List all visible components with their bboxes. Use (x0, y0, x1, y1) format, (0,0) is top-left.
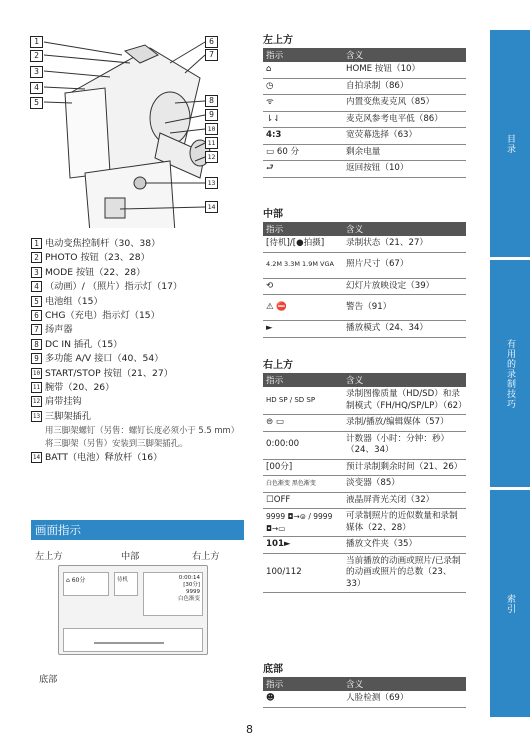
lcd-top-right-box: 0:00:14 [30分] 9999 白色渐变 (143, 572, 203, 616)
lcd-progress-bar (94, 642, 164, 644)
slideshow-icon: ⟲ (263, 278, 343, 295)
media-icon: ⊜ ▭ (263, 415, 343, 432)
lcd-top-left-box: ⌂ 60分 (63, 572, 109, 596)
tab-toc[interactable]: 目录 (490, 30, 530, 260)
section-title: 右上方 (263, 360, 293, 371)
tripod-note: 用三脚架螺钉（另售：螺钉长度必须小于 5.5 mm）将三脚架（另售）安装到三脚架插孔。 (45, 425, 240, 448)
table-row: 4.2M 3.3M 1.9M VGA 照片尺寸（67） (263, 252, 466, 278)
callout-2: 2 (30, 50, 43, 62)
home-icon: ⌂ (263, 62, 343, 78)
battery-icon: ▭ 60 分 (263, 144, 343, 161)
list-item: 10 START/STOP 按钮（21、27） (32, 367, 173, 379)
mic-level-icon: ⇂⇃ (263, 111, 343, 128)
table-row: ⚠ ⛔ 警告（91） (263, 295, 466, 321)
table-row: HD SP / SD SP 录制图像质量（HD/SD）和录制模式（FH/HQ/SP/LP）（62） (263, 387, 466, 415)
callout-6: 6 (205, 36, 218, 48)
table-row: ► 播放模式（24、34） (263, 321, 466, 338)
table-row: 100/112 当前播放的动画或照片/已录制的动画或照片的总数（23、33） (263, 553, 466, 593)
list-item: 14 BATT（电池）释放杆（16） (32, 452, 163, 464)
callout-9: 9 (205, 109, 218, 121)
parts-list (31, 237, 246, 466)
callout-12: 12 (205, 151, 218, 163)
self-timer-icon: ◷ (263, 78, 343, 95)
table-row: ⌂ HOME 按钮（10） (263, 62, 466, 78)
table-row: 4:3 宽荧幕选择（63） (263, 128, 466, 145)
table-row: ⊜ ▭ 录制/播放/编辑媒体（57） (263, 415, 466, 432)
table-row: ⇂⇃ 麦克风参考电平低（86） (263, 111, 466, 128)
table-row: ☐OFF 液晶屏背光关闭（32） (263, 492, 466, 509)
face-detect-icon: ☻ (263, 691, 343, 707)
callout-11: 11 (205, 137, 218, 149)
folder-icon: 101► (263, 537, 343, 554)
list-item: 1 电动变焦控制杆（30、38） (31, 237, 246, 251)
callout-7: 7 (205, 49, 218, 61)
photo-count-icon: 9999 ◘→⊜ / 9999 ◘→▭ (263, 509, 343, 537)
list-item: 9 多功能 A/V 接口（40、54） (31, 352, 246, 366)
table-row: ☻ 人脸检测（69） (263, 691, 466, 707)
table-row: 白色渐变 黑色渐变 淡变器（85） (263, 476, 466, 493)
callout-14: 14 (205, 201, 218, 213)
lcd-bottom-box (63, 628, 203, 652)
lcd-screen-diagram (58, 565, 208, 655)
return-icon: ⮐ (263, 161, 343, 178)
table-row: 101► 播放文件夹（35） (263, 537, 466, 554)
tab-tips[interactable]: 有用的录制技巧 (490, 260, 530, 490)
fader-icon: 白色渐变 黑色渐变 (263, 476, 343, 493)
list-item: 11 腕带（20、26） (32, 382, 115, 394)
table-row: ◷ 自拍录制（86） (263, 78, 466, 95)
section-title: 左上方 (263, 35, 293, 46)
callout-10: 10 (205, 123, 218, 135)
table-row: 0:00:00 计数器（小时：分钟：秒）（24、34） (263, 431, 466, 459)
label-top-left: 左上方 (35, 551, 63, 562)
callout-8: 8 (205, 95, 218, 107)
indicator-table: 指示 含义 [待机]/[●拍摄] 录制状态（21、27） 4.2M 3.3M 1.9M VGA 照片尺寸（67） ⟲ 幻灯片放映设定（39） ⚠ ⛔ 警告（91） ► 播放模式（24、34） (263, 222, 466, 338)
home-icon: ⌂ (66, 577, 70, 584)
table-row: ᯤ 内置变焦麦克风（85） (263, 95, 466, 112)
callout-3: 3 (30, 66, 43, 78)
section-title: 中部 (263, 209, 283, 220)
camcorder-illustration (30, 33, 220, 228)
quality-icon: HD SP / SD SP (263, 387, 343, 415)
list-item: 13 三脚架插孔 (32, 410, 91, 422)
table-row: ⟲ 幻灯片放映设定（39） (263, 278, 466, 295)
section-title: 底部 (263, 664, 283, 675)
indicator-table: 指示 含义 HD SP / SD SP 录制图像质量（HD/SD）和录制模式（FH/HQ/SP/LP）（62） ⊜ ▭ 录制/播放/编辑媒体（57） 0:00:00 计数器（小时：分钟：秒）（24、34） [00分] 预计录制剩余时间（21、26） 白色渐变 黑色渐变 淡变器（85） ☐OFF 液晶屏背光关闭（32） 9999 ◘→⊜ / 9999 ◘→▭ 可录制照片的近似数量和录制媒体（22、28） 101► 播放文件夹（35） 100/112 当前播放的动画或照片/已录制的动画或照片的总数（23、33） (263, 373, 466, 593)
play-icon: ► (263, 321, 343, 338)
table-row: [00分] 预计录制剩余时间（21、26） (263, 459, 466, 476)
list-item: 6 CHG（充电）指示灯（15） (31, 309, 246, 323)
lcd-center-box: 待机 (114, 572, 138, 596)
indicator-table: 指示 含义 ☻ 人脸检测（69） (263, 677, 466, 708)
page-number: 8 (246, 723, 253, 736)
section-middle (263, 205, 466, 338)
label-top-right: 右上方 (192, 551, 220, 562)
table-row: 9999 ◘→⊜ / 9999 ◘→▭ 可录制照片的近似数量和录制媒体（22、28） (263, 509, 466, 537)
list-item: 12 肩带挂钩 (32, 396, 82, 408)
backlight-off-icon: ☐OFF (263, 492, 343, 509)
list-item: 8 DC IN 插孔（15） (31, 338, 246, 352)
mic-icon: ᯤ (263, 95, 343, 112)
callout-13: 13 (205, 177, 218, 189)
list-item: 3 MODE 按钮（22、28） (31, 266, 246, 280)
photo-size-icon: 4.2M 3.3M 1.9M VGA (263, 252, 343, 278)
callout-5: 5 (30, 97, 43, 109)
screen-indicators-title: 画面指示 (31, 520, 244, 540)
section-top-left (263, 31, 466, 178)
warning-icon: ⚠ ⛔ (263, 295, 343, 321)
tab-index[interactable]: 索引 (490, 490, 530, 720)
label-bottom: 底部 (39, 674, 58, 685)
label-center: 中部 (121, 551, 140, 562)
list-item: 4 （动画）/ （照片）指示灯（17） (31, 280, 246, 294)
aspect-icon: 4:3 (263, 128, 343, 145)
table-row: ▭ 60 分 剩余电量 (263, 144, 466, 161)
table-row: [待机]/[●拍摄] 录制状态（21、27） (263, 236, 466, 252)
section-top-right (263, 356, 466, 593)
list-item: 5 电池组（15） (31, 295, 246, 309)
callout-4: 4 (30, 82, 43, 94)
list-item: 7 扬声器 (31, 323, 246, 337)
table-row: ⮐ 返回按钮（10） (263, 161, 466, 178)
callout-1: 1 (30, 36, 43, 48)
camcorder-drawing (30, 33, 220, 228)
list-item: 2 PHOTO 按钮（23、28） (31, 251, 246, 265)
indicator-table: 指示 含义 ⌂ HOME 按钮（10） ◷ 自拍录制（86） ᯤ 内置变焦麦克风（85） ⇂⇃ 麦克风参考电平低（86） 4:3 宽荧幕选择（63） ▭ 60 分 剩余电量 ⮐ 返回按钮（10） (263, 48, 466, 178)
section-bottom (263, 660, 466, 708)
